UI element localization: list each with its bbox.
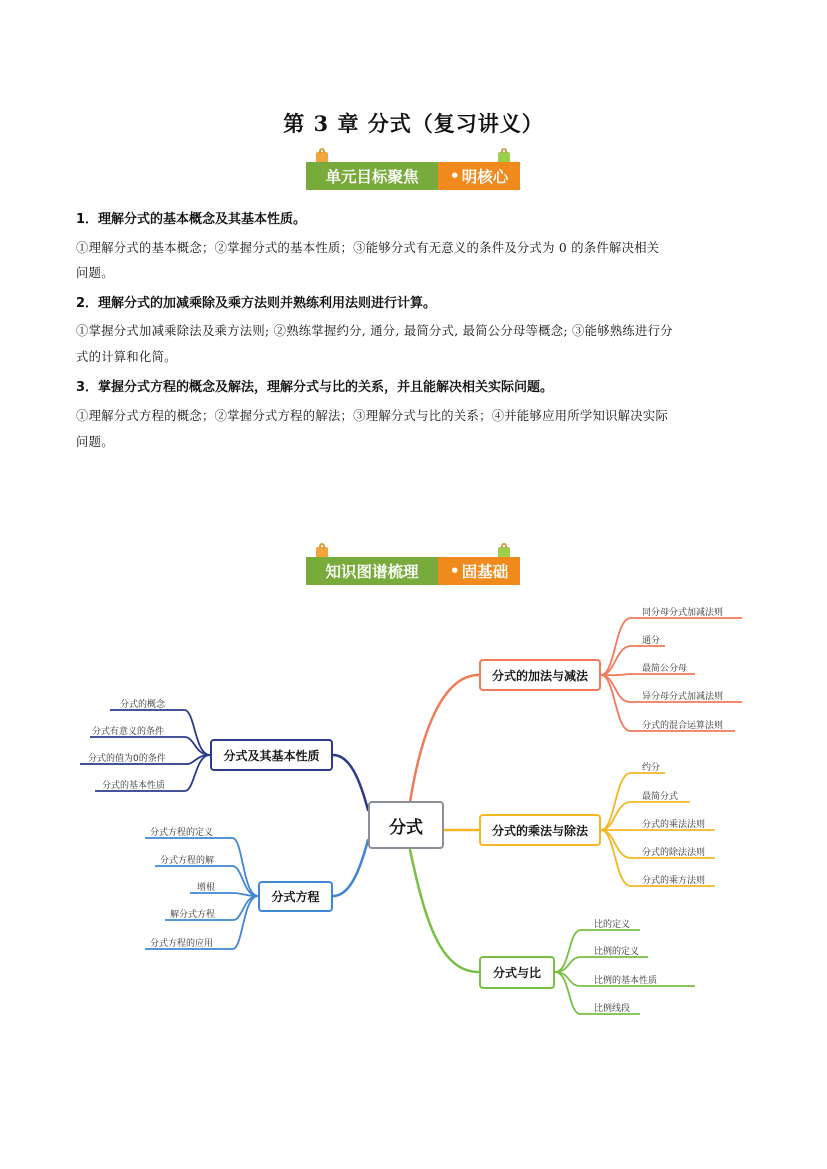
objective-heading-1: 1．理解分式的基本概念及其基本性质。 xyxy=(76,212,307,227)
leaf-b5-3: 比例的基本性质 xyxy=(594,976,658,986)
leaf-b2-1: 分式方程的定义 xyxy=(150,828,214,838)
objective-text-2a: ①掌握分式加减乘除法及乘方法则; ②熟练掌握约分, 通分, 最简分式, 最简公分母等概念; ③能够熟练进行分 xyxy=(76,324,673,338)
leaf-b3-2: 通分 xyxy=(642,636,661,646)
leaf-b2-4: 解分式方程 xyxy=(170,910,216,920)
branch-node-multiply-divide: 分式的乘法与除法 xyxy=(479,814,601,846)
banner-right-label: • 固基础 xyxy=(438,557,520,585)
branch-node-ratio: 分式与比 xyxy=(479,956,555,989)
page-title: 第 3 章 分式（复习讲义） xyxy=(283,111,544,136)
leaf-b1-3: 分式的值为0的条件 xyxy=(88,754,166,764)
objective-text-3a: ①理解分式方程的概念；②掌握分式方程的解法；③理解分式与比的关系；④并能够应用所学知识解决实际 xyxy=(76,409,669,423)
leaf-b4-5: 分式的乘方法则 xyxy=(642,876,706,886)
leaf-b3-3: 最简公分母 xyxy=(642,664,688,674)
connector-b5 xyxy=(410,850,479,972)
banner-left-label: 单元目标聚焦 xyxy=(306,162,438,190)
connector-b3 xyxy=(410,675,479,802)
leaf-b2-2: 分式方程的解 xyxy=(160,856,215,866)
leaf-b2-5: 分式方程的应用 xyxy=(150,939,214,949)
leaf-b4-1: 约分 xyxy=(642,763,661,773)
connector-b2 xyxy=(333,840,368,896)
leaf-b4-3: 分式的乘法法则 xyxy=(642,820,706,830)
objective-heading-3: 3．掌握分式方程的概念及解法，理解分式与比的关系，并且能解决相关实际问题。 xyxy=(76,380,554,395)
leaf-b1-4: 分式的基本性质 xyxy=(102,781,166,791)
branch-node-basic-properties: 分式及其基本性质 xyxy=(210,739,333,771)
objective-text-1b: 问题。 xyxy=(76,266,114,280)
leaf-b1-1: 分式的概念 xyxy=(120,700,166,710)
leaf-b5-4: 比例线段 xyxy=(594,1004,631,1014)
leaf-b3-4: 异分母分式加减法则 xyxy=(642,692,724,702)
mindmap-center-node: 分式 xyxy=(368,801,444,849)
connector-b1 xyxy=(333,755,368,810)
objective-text-1a: ①理解分式的基本概念；②掌握分式的基本性质；③能够分式有无意义的条件及分式为 0 的条件解决相关 xyxy=(76,241,660,255)
objective-heading-2: 2．理解分式的加减乘除及乘方法则并熟练利用法则进行计算。 xyxy=(76,296,437,311)
leaf-b1-2: 分式有意义的条件 xyxy=(92,727,165,737)
leaf-b5-1: 比的定义 xyxy=(594,920,631,930)
objective-text-3b: 问题。 xyxy=(76,435,114,449)
branch-node-add-subtract: 分式的加法与减法 xyxy=(479,659,601,691)
objective-text-2b: 式的计算和化简。 xyxy=(76,350,177,364)
leaf-b4-2: 最简分式 xyxy=(642,792,679,802)
leaf-b3-5: 分式的混合运算法则 xyxy=(642,721,724,731)
leaf-b3-1: 同分母分式加减法则 xyxy=(642,608,724,618)
branch-node-fraction-equation: 分式方程 xyxy=(258,881,333,912)
leaf-b2-3: 增根 xyxy=(197,883,216,893)
banner-right-label: • 明核心 xyxy=(438,162,520,190)
leaf-b4-4: 分式的除法法则 xyxy=(642,848,706,858)
banner-left-label: 知识图谱梳理 xyxy=(306,557,438,585)
leaf-b5-2: 比例的定义 xyxy=(594,947,640,957)
